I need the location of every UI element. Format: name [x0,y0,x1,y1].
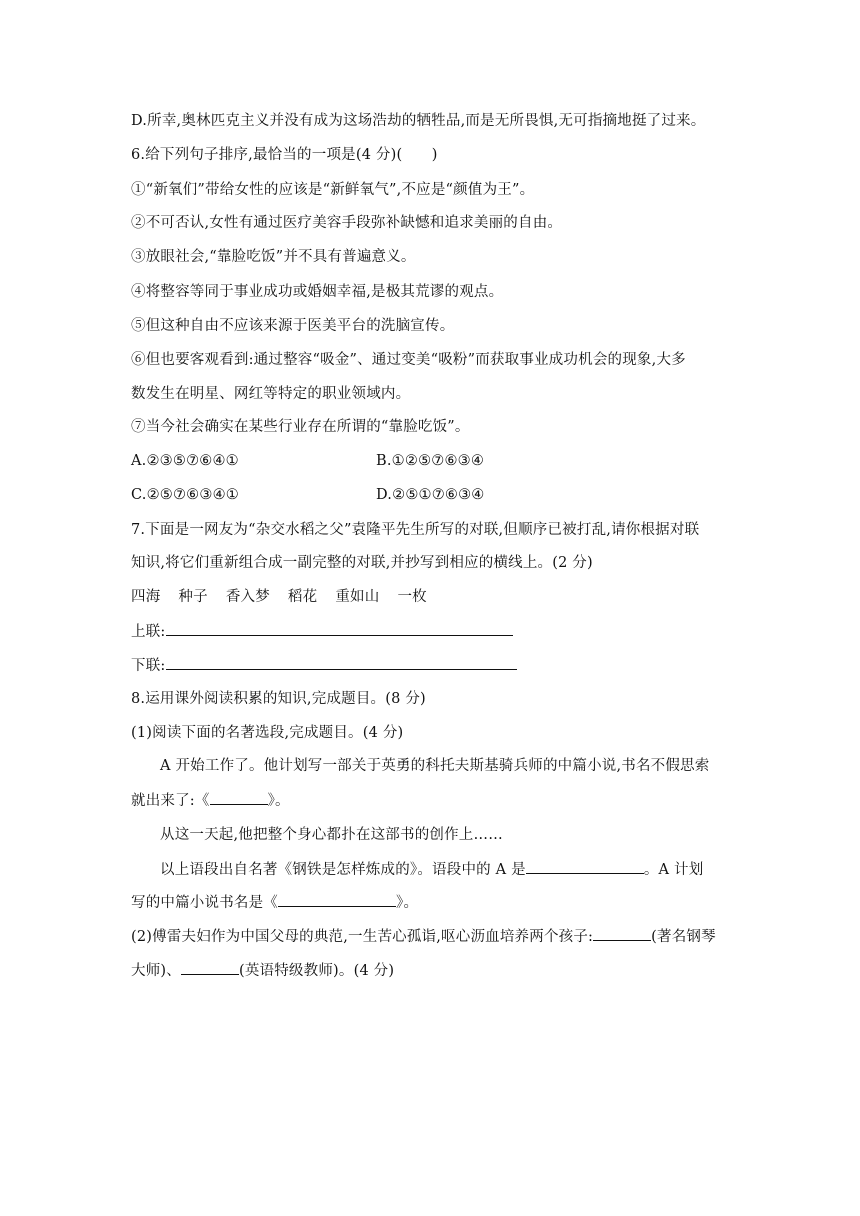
q6-option-a: A.②③⑤⑦⑥④① [131,453,239,469]
q8-question-line-1 [160,859,703,880]
q8-stem: 8.运用课外阅读积累的知识,完成题目。(8 分) [131,691,426,707]
q8-question-text: 写的中篇小说书名是《 [131,895,278,911]
q7-stem-line-1: 7.下面是一网友为“杂交水稻之父”袁隆平先生所写的对联,但顺序已被打乱,请你根据对联 [131,522,700,538]
q6-sentence-1: ①“新氧们”带给女性的应该是“新鲜氧气”,不应是“颜值为王”。 [131,182,535,198]
q8-part2-text: (著名钢琴 [651,929,716,945]
novel-title-blank[interactable] [210,790,268,805]
q8-part2-text: (英语特级教师)。(4 分) [238,963,395,979]
q8-question-text: 以上语段出自名著《钢铁是怎样炼成的》。语段中的 A 是 [160,862,526,878]
q7-word: 四海 [131,589,161,605]
q7-lower-label: 下联: [131,658,166,674]
q7-word: 种子 [178,589,208,605]
q8-question-text: 。A 计划 [643,862,704,878]
q6-stem: 6.给下列句子排序,最恰当的一项是(4 分)( ) [131,147,438,163]
planned-novel-blank[interactable] [278,892,396,907]
q8-part1-stem: (1)阅读下面的名著选段,完成题目。(4 分) [131,725,404,741]
q8-question-line-2 [131,892,418,913]
lower-couplet-blank[interactable] [166,655,517,670]
character-name-blank[interactable] [526,859,644,874]
teacher-name-blank[interactable] [181,960,239,975]
q7-word: 重如山 [335,589,380,605]
q6-option-c: C.②⑤⑦⑥③④① [131,487,239,503]
q7-upper-label: 上联: [131,624,166,640]
q7-word: 稻花 [287,589,318,605]
q6-sentence-5: ⑤但这种自由不应该来源于医美平台的洗脑宣传。 [131,318,455,334]
q8-passage-line-2 [131,790,290,811]
q6-sentence-4: ④将整容等同于事业成功或婚姻幸福,是极其荒谬的观点。 [131,284,504,300]
q8-passage-line-1: A 开始工作了。他计划写一部关于英勇的科托夫斯基骑兵师的中篇小说,书名不假思索 [160,758,710,774]
q8-part2-text: 大师)、 [131,963,181,979]
q7-stem-line-2: 知识,将它们重新组合成一副完整的对联,并抄写到相应的横线上。(2 分) [131,555,593,571]
q8-part2-line-1 [131,926,716,947]
q6-option-b: B.①②⑤⑦⑥③④ [376,453,485,469]
upper-couplet-blank[interactable] [166,621,513,636]
q7-word: 一枚 [397,589,427,605]
q6-sentence-3: ③放眼社会,“靠脸吃饭”并不具有普遍意义。 [131,249,416,265]
q6-sentence-6-line-2: 数发生在明星、网红等特定的职业领域内。 [131,386,411,402]
q8-part2-line-2 [131,960,394,981]
pianist-name-blank[interactable] [593,926,651,941]
q5-option-d: D.所幸,奥林匹克主义并没有成为这场浩劫的牺牲品,而是无所畏惧,无可指摘地挺了过来。 [131,113,706,129]
q8-passage-text: 》。 [267,793,290,809]
q8-passage-text: 就出来了:《 [131,793,210,809]
q7-lower-couplet [131,655,517,676]
q6-sentence-6-line-1: ⑥但也要客观看到:通过整容“吸金”、通过变美“吸粉”而获取事业成功机会的现象,大多 [131,352,686,368]
q6-option-d: D.②⑤①⑦⑥③④ [376,487,485,503]
q8-passage-line-3: 从这一天起,他把整个身心都扑在这部书的创作上…… [160,827,503,843]
q7-word: 香入梦 [225,589,270,605]
q8-part2-text: (2)傅雷夫妇作为中国父母的典范,一生苦心孤诣,呕心沥血培养两个孩子: [131,929,594,945]
q6-sentence-2: ②不可否认,女性有通过医疗美容手段弥补缺憾和追求美丽的自由。 [131,215,563,231]
q8-question-text: 》。 [396,895,419,911]
q7-word-list [131,587,427,607]
q6-sentence-7: ⑦当今社会确实在某些行业存在所谓的“靠脸吃饭”。 [131,419,470,435]
q7-upper-couplet [131,621,513,642]
